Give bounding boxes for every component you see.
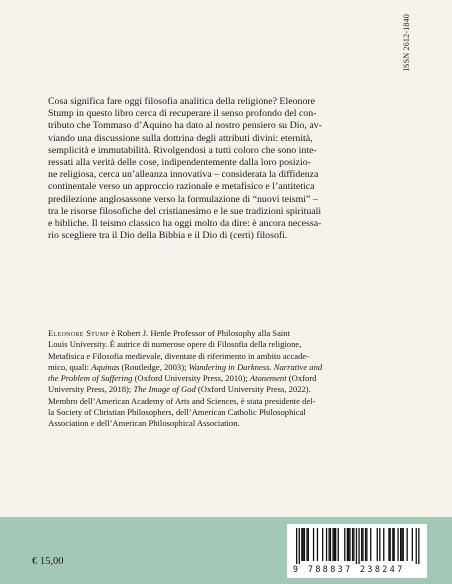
- barcode-bar: [412, 528, 413, 561]
- bio-text: la Society of Christian Philosophers, dell’American Catholic Philosophical: [48, 407, 306, 418]
- bio-line: [48, 396, 408, 407]
- barcode-bar: [303, 528, 304, 561]
- blurb-line: tributo che Tommaso d’Aquino ha dato al nostro pensiero su Dio, av-: [48, 120, 322, 132]
- bio-text: Louis University. È autrice di numerose opere di Filosofia della religione,: [48, 339, 302, 350]
- blurb-line: ne religiosa, cerca un’alleanza innovativa – considerata la diffidenza: [48, 169, 319, 181]
- barcode-bar: [390, 528, 391, 561]
- bio-line: [48, 351, 408, 362]
- issn-spine-label: [402, 14, 418, 94]
- bio-line: [48, 362, 408, 373]
- bio-text: Metafisica e Filosofia medievale, diventate di riferimento in ambito accade-: [48, 350, 310, 361]
- bio-title: Wandering in Darkness. Narrative and: [188, 361, 323, 372]
- bio-text: (Oxford University Press, 2010);: [132, 373, 250, 384]
- bio-title: Atonement: [249, 373, 287, 384]
- bio-text: Association e dell’American Philosophical Association.: [48, 418, 240, 429]
- barcode-bar: [353, 528, 354, 561]
- barcode-bar: [330, 528, 331, 561]
- bio-title: the Problem of Suffering: [48, 373, 133, 384]
- barcode-bar: [322, 528, 323, 561]
- author-bio: [48, 328, 408, 430]
- barcode-bar: [383, 528, 384, 561]
- bio-line: [48, 339, 408, 350]
- barcode-bar: [334, 528, 335, 561]
- barcode-bars: [293, 528, 421, 564]
- barcode-number: 9 788837 238247: [293, 564, 405, 574]
- bio-line: [48, 328, 408, 339]
- bio-line: [48, 407, 408, 418]
- barcode-bar: [358, 528, 359, 564]
- barcode-bar: [352, 528, 353, 561]
- barcode-bar: [313, 528, 314, 561]
- barcode-bar: [349, 528, 350, 561]
- blurb-line: e bibliche. Il teismo classico ha oggi molto da dire: è ancora necessa-: [48, 218, 322, 230]
- blurb-line: tra le risorse filosofiche del cristianesimo e le sue tradizioni spirituali: [48, 205, 322, 217]
- barcode-bar: [366, 528, 367, 561]
- barcode-bar: [370, 528, 371, 561]
- blurb-line: predilezione anglosassone verso la formulazione di “nuovi teismi” –: [48, 193, 318, 205]
- barcode-bar: [329, 528, 330, 561]
- barcode-bar: [347, 528, 348, 561]
- barcode-bar: [418, 528, 419, 564]
- barcode-bar: [365, 528, 366, 561]
- bio-text: Eleonore Stump è Robert J. Henle Professor of Philosophy alla Saint: [48, 328, 290, 338]
- barcode-bar: [348, 528, 349, 561]
- barcode-bar: [326, 528, 327, 561]
- barcode-bar: [362, 528, 363, 561]
- blurb-line: viando una discussione sulla dottrina degli attributi divini: eternità,: [48, 132, 313, 144]
- blurb-line: continentale verso un approccio razionale e metafisico e l’antitetica: [48, 181, 315, 193]
- bio-title: Aquinas: [91, 361, 120, 372]
- barcode-bar: [344, 528, 345, 561]
- blurb-text: [48, 96, 408, 242]
- blurb-line: semplicità e immutabilità. Rivolgendosi a tutti coloro che sono inte-: [48, 144, 317, 156]
- author-name: Eleonore Stump: [48, 328, 110, 338]
- bio-text: (Oxford: [286, 373, 317, 384]
- blurb-line: Cosa significa fare oggi filosofia analitica della religione? Eleonore: [48, 96, 316, 107]
- bio-text: (Routledge, 2003);: [119, 361, 189, 372]
- barcode-bar: [299, 528, 300, 564]
- barcode-bar: [407, 528, 408, 561]
- barcode-bar: [377, 528, 378, 561]
- barcode-bar: [361, 528, 362, 561]
- bio-text: mico, quali:: [48, 361, 92, 372]
- barcode-bar: [332, 528, 333, 561]
- bio-line: [48, 373, 408, 384]
- issn-text: ISSN 2612-1840: [402, 14, 411, 71]
- barcode-bar: [317, 528, 318, 561]
- blurb-line: rio scegliere tra il Dio della Bibbia e il Dio di (certi) filosofi.: [48, 230, 288, 242]
- bio-line: [48, 418, 408, 429]
- barcode-bar: [401, 528, 402, 561]
- bio-text: University Press, 2018);: [48, 384, 134, 395]
- blurb-line: Stump in questo libro cerca di recuperare il senso profondo del con-: [48, 108, 317, 120]
- bio-text: Membro dell’American Academy of Arts and Sciences, è stata presidente del-: [48, 395, 316, 406]
- bio-line: [48, 384, 408, 395]
- barcode-bar: [416, 528, 417, 564]
- barcode-bar: [400, 528, 401, 561]
- barcode-bar: [397, 528, 398, 561]
- barcode-bar: [403, 528, 404, 561]
- barcode-bar: [306, 528, 307, 561]
- barcode-bar: [304, 528, 305, 561]
- barcode-bar: [356, 528, 357, 564]
- barcode-bar: [296, 528, 297, 564]
- blurb-line: ressati alla verità delle cose, indipendentemente dalla loro posizio-: [48, 157, 311, 169]
- bio-text: (Oxford University Press, 2022).: [195, 384, 311, 395]
- barcode-bar: [335, 528, 336, 561]
- bio-title: The Image of God: [133, 384, 196, 395]
- barcode: [287, 524, 427, 578]
- barcode-bar: [388, 528, 389, 561]
- barcode-bar: [301, 528, 302, 561]
- barcode-bar: [392, 528, 393, 561]
- barcode-bar: [394, 528, 395, 561]
- barcode-bar: [379, 528, 380, 561]
- price-label: € 15,00: [32, 556, 64, 567]
- barcode-bar: [308, 528, 309, 561]
- barcode-bar: [338, 528, 339, 561]
